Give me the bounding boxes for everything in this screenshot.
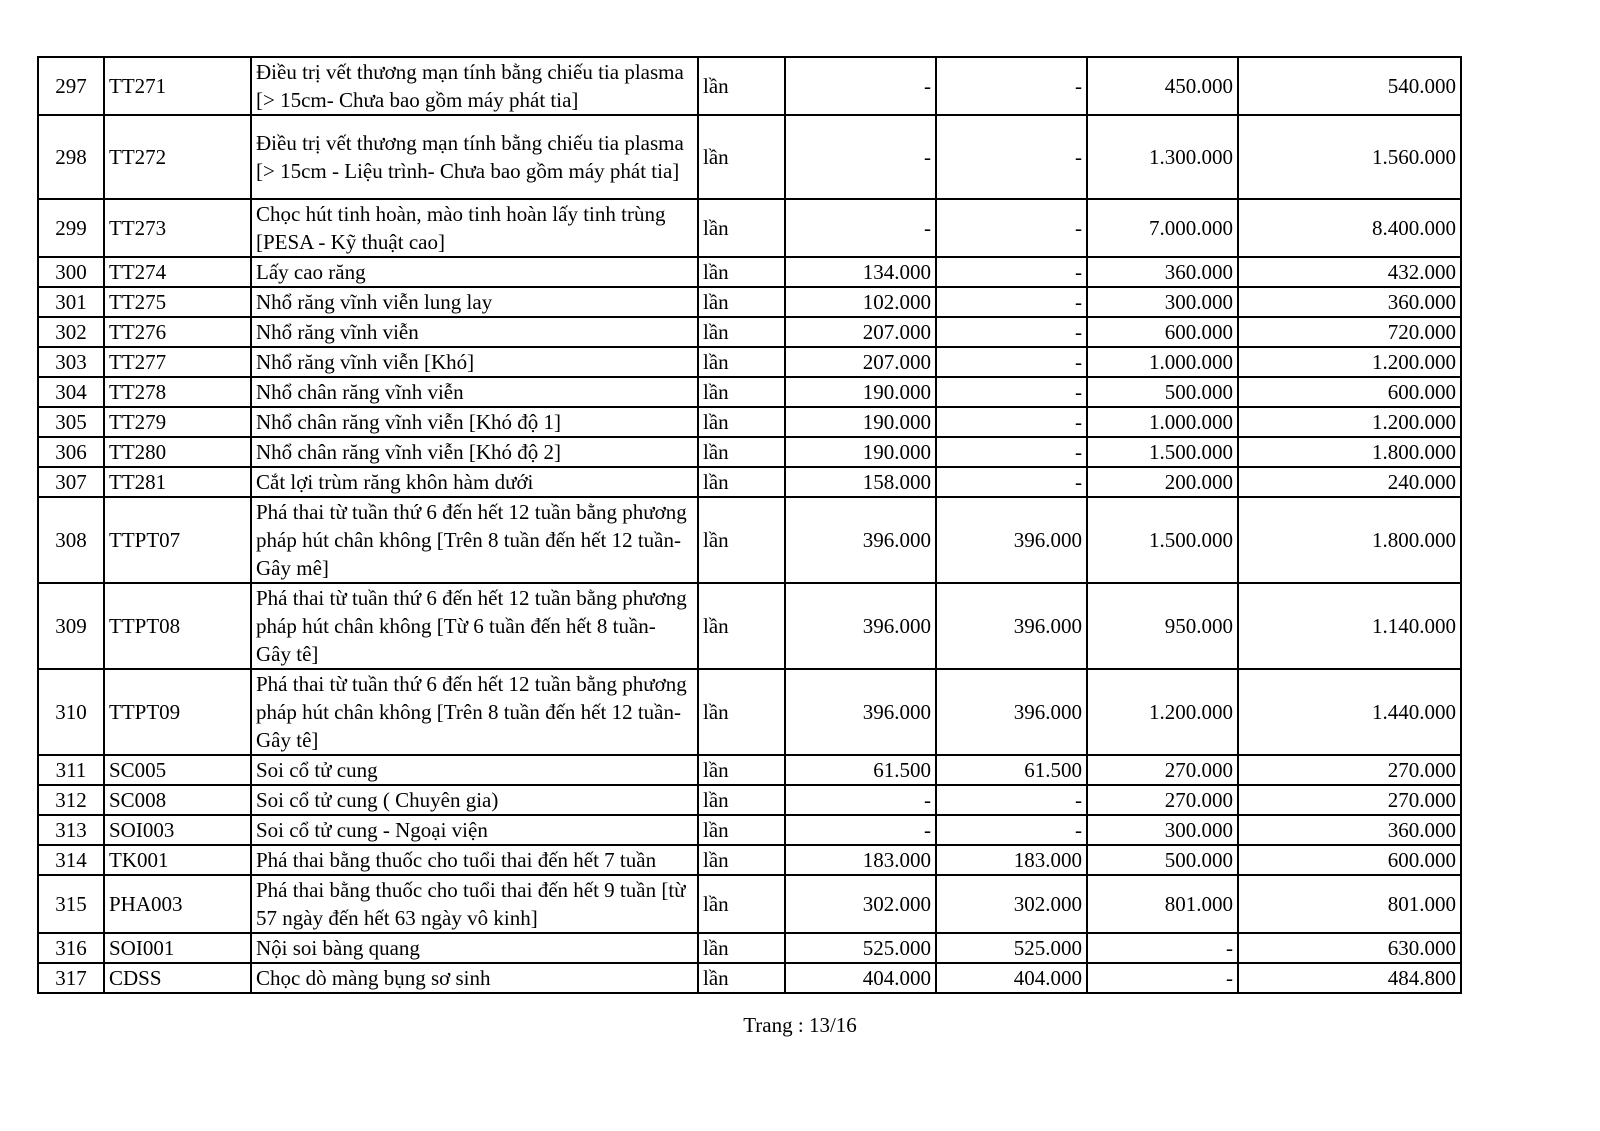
unit: lần [698, 755, 785, 785]
price-col-2: - [936, 287, 1087, 317]
service-code: PHA003 [104, 875, 251, 933]
price-col-1: 302.000 [785, 875, 936, 933]
price-col-4: 1.560.000 [1238, 115, 1461, 199]
unit: lần [698, 347, 785, 377]
price-col-3: 950.000 [1087, 583, 1238, 669]
price-col-3: 1.300.000 [1087, 115, 1238, 199]
table-row [38, 845, 1461, 875]
price-col-3: 600.000 [1087, 317, 1238, 347]
price-col-2: - [936, 467, 1087, 497]
unit: lần [698, 785, 785, 815]
price-col-4: 1.800.000 [1238, 497, 1461, 583]
service-name: Cắt lợi trùm răng khôn hàm dưới [251, 467, 698, 497]
price-col-3: 500.000 [1087, 377, 1238, 407]
table-body [38, 57, 1461, 993]
service-code: TT278 [104, 377, 251, 407]
price-col-2: - [936, 347, 1087, 377]
price-col-1: 134.000 [785, 257, 936, 287]
service-name: Phá thai từ tuần thứ 6 đến hết 12 tuần bằng phương pháp hút chân không [Từ 6 tuần đến hết 8 tuần- Gây tê] [251, 583, 698, 669]
price-col-1: 525.000 [785, 933, 936, 963]
service-code: TK001 [104, 845, 251, 875]
row-number: 305 [38, 407, 104, 437]
table-row [38, 287, 1461, 317]
table-row [38, 815, 1461, 845]
table-row [38, 755, 1461, 785]
unit: lần [698, 815, 785, 845]
price-col-2: - [936, 815, 1087, 845]
service-name: Nhổ chân răng vĩnh viễn [Khó độ 1] [251, 407, 698, 437]
price-col-4: 600.000 [1238, 377, 1461, 407]
price-col-2: 396.000 [936, 583, 1087, 669]
service-name: Lấy cao răng [251, 257, 698, 287]
service-code: TT280 [104, 437, 251, 467]
row-number: 302 [38, 317, 104, 347]
table-row [38, 199, 1461, 257]
unit: lần [698, 963, 785, 993]
price-col-3: 500.000 [1087, 845, 1238, 875]
price-col-2: - [936, 437, 1087, 467]
price-col-3: - [1087, 933, 1238, 963]
price-col-1: 190.000 [785, 407, 936, 437]
row-number: 315 [38, 875, 104, 933]
price-col-2: 183.000 [936, 845, 1087, 875]
price-col-1: - [785, 199, 936, 257]
unit: lần [698, 467, 785, 497]
unit: lần [698, 57, 785, 115]
price-col-2: 396.000 [936, 497, 1087, 583]
row-number: 299 [38, 199, 104, 257]
price-col-2: - [936, 317, 1087, 347]
price-col-1: 102.000 [785, 287, 936, 317]
price-col-4: 630.000 [1238, 933, 1461, 963]
service-code: TT277 [104, 347, 251, 377]
service-name: Chọc hút tinh hoàn, mào tinh hoàn lấy tinh trùng [PESA - Kỹ thuật cao] [251, 199, 698, 257]
price-col-1: 190.000 [785, 377, 936, 407]
row-number: 313 [38, 815, 104, 845]
service-name: Phá thai bằng thuốc cho tuổi thai đến hết 9 tuần [từ 57 ngày đến hết 63 ngày vô kinh] [251, 875, 698, 933]
price-col-4: 270.000 [1238, 755, 1461, 785]
unit: lần [698, 317, 785, 347]
table-row [38, 669, 1461, 755]
table-row [38, 437, 1461, 467]
price-col-4: 1.200.000 [1238, 407, 1461, 437]
table-row [38, 963, 1461, 993]
price-col-2: - [936, 407, 1087, 437]
service-code: TT281 [104, 467, 251, 497]
price-col-3: 360.000 [1087, 257, 1238, 287]
unit: lần [698, 669, 785, 755]
price-col-4: 1.140.000 [1238, 583, 1461, 669]
table-row [38, 317, 1461, 347]
price-col-1: 183.000 [785, 845, 936, 875]
row-number: 301 [38, 287, 104, 317]
service-name: Soi cổ tử cung - Ngoại viện [251, 815, 698, 845]
row-number: 317 [38, 963, 104, 993]
price-col-4: 1.200.000 [1238, 347, 1461, 377]
service-name: Nhổ răng vĩnh viễn [251, 317, 698, 347]
service-code: SC005 [104, 755, 251, 785]
table-row [38, 875, 1461, 933]
unit: lần [698, 875, 785, 933]
service-code: TT275 [104, 287, 251, 317]
table-row [38, 257, 1461, 287]
price-col-4: 720.000 [1238, 317, 1461, 347]
price-col-1: - [785, 815, 936, 845]
service-name: Nhổ răng vĩnh viễn [Khó] [251, 347, 698, 377]
price-col-3: 1.200.000 [1087, 669, 1238, 755]
service-name: Phá thai từ tuần thứ 6 đến hết 12 tuần bằng phương pháp hút chân không [Trên 8 tuần đến hết 12 tuần- Gây mê] [251, 497, 698, 583]
service-code: SC008 [104, 785, 251, 815]
table-row [38, 347, 1461, 377]
row-number: 309 [38, 583, 104, 669]
price-col-1: 207.000 [785, 347, 936, 377]
row-number: 307 [38, 467, 104, 497]
table-row [38, 933, 1461, 963]
unit: lần [698, 377, 785, 407]
price-col-2: 396.000 [936, 669, 1087, 755]
service-name: Điều trị vết thương mạn tính bằng chiếu tia plasma [> 15cm- Chưa bao gồm máy phát tia] [251, 57, 698, 115]
price-col-2: 525.000 [936, 933, 1087, 963]
service-name: Soi cổ tử cung ( Chuyên gia) [251, 785, 698, 815]
price-col-1: 158.000 [785, 467, 936, 497]
service-code: TT276 [104, 317, 251, 347]
row-number: 297 [38, 57, 104, 115]
price-col-1: 404.000 [785, 963, 936, 993]
service-name: Soi cổ tử cung [251, 755, 698, 785]
unit: lần [698, 437, 785, 467]
service-name: Điều trị vết thương mạn tính bằng chiếu tia plasma [> 15cm - Liệu trình- Chưa bao gồm máy phát tia] [251, 115, 698, 199]
service-code: TTPT08 [104, 583, 251, 669]
price-col-1: - [785, 57, 936, 115]
price-col-2: - [936, 785, 1087, 815]
row-number: 316 [38, 933, 104, 963]
service-name: Nhổ răng vĩnh viễn lung lay [251, 287, 698, 317]
unit: lần [698, 845, 785, 875]
service-code: TT271 [104, 57, 251, 115]
table-row [38, 785, 1461, 815]
service-code: SOI001 [104, 933, 251, 963]
service-name: Phá thai bằng thuốc cho tuổi thai đến hết 7 tuần [251, 845, 698, 875]
service-name: Phá thai từ tuần thứ 6 đến hết 12 tuần bằng phương pháp hút chân không [Trên 8 tuần đến hết 12 tuần- Gây tê] [251, 669, 698, 755]
service-code: TT274 [104, 257, 251, 287]
price-col-4: 484.800 [1238, 963, 1461, 993]
price-col-1: - [785, 115, 936, 199]
table-row [38, 115, 1461, 199]
price-col-3: 1.500.000 [1087, 497, 1238, 583]
unit: lần [698, 287, 785, 317]
price-col-3: - [1087, 963, 1238, 993]
price-col-2: - [936, 57, 1087, 115]
row-number: 300 [38, 257, 104, 287]
price-col-1: 207.000 [785, 317, 936, 347]
service-code: CDSS [104, 963, 251, 993]
service-code: TT273 [104, 199, 251, 257]
price-col-3: 7.000.000 [1087, 199, 1238, 257]
price-col-3: 270.000 [1087, 755, 1238, 785]
price-col-4: 270.000 [1238, 785, 1461, 815]
service-name: Nhổ chân răng vĩnh viễn [Khó độ 2] [251, 437, 698, 467]
price-col-3: 801.000 [1087, 875, 1238, 933]
unit: lần [698, 257, 785, 287]
price-col-3: 300.000 [1087, 815, 1238, 845]
row-number: 298 [38, 115, 104, 199]
table-row [38, 57, 1461, 115]
price-col-1: - [785, 785, 936, 815]
price-col-2: - [936, 377, 1087, 407]
unit: lần [698, 407, 785, 437]
price-col-3: 200.000 [1087, 467, 1238, 497]
price-col-2: - [936, 199, 1087, 257]
service-name: Nội soi bàng quang [251, 933, 698, 963]
service-code: TTPT09 [104, 669, 251, 755]
price-col-4: 1.440.000 [1238, 669, 1461, 755]
price-col-3: 1.000.000 [1087, 347, 1238, 377]
price-col-4: 801.000 [1238, 875, 1461, 933]
row-number: 314 [38, 845, 104, 875]
price-col-1: 190.000 [785, 437, 936, 467]
price-col-1: 396.000 [785, 583, 936, 669]
unit: lần [698, 583, 785, 669]
service-name: Chọc dò màng bụng sơ sinh [251, 963, 698, 993]
price-col-4: 240.000 [1238, 467, 1461, 497]
service-code: SOI003 [104, 815, 251, 845]
price-col-2: - [936, 115, 1087, 199]
price-col-3: 270.000 [1087, 785, 1238, 815]
price-col-1: 396.000 [785, 669, 936, 755]
price-col-3: 300.000 [1087, 287, 1238, 317]
page-number: Trang : 13/16 [743, 1013, 857, 1037]
price-col-1: 396.000 [785, 497, 936, 583]
unit: lần [698, 497, 785, 583]
unit: lần [698, 199, 785, 257]
price-col-3: 1.500.000 [1087, 437, 1238, 467]
row-number: 308 [38, 497, 104, 583]
row-number: 303 [38, 347, 104, 377]
row-number: 310 [38, 669, 104, 755]
table-row [38, 377, 1461, 407]
service-name: Nhổ chân răng vĩnh viễn [251, 377, 698, 407]
service-code: TT272 [104, 115, 251, 199]
table-row [38, 407, 1461, 437]
price-col-4: 1.800.000 [1238, 437, 1461, 467]
price-col-2: 302.000 [936, 875, 1087, 933]
price-col-4: 600.000 [1238, 845, 1461, 875]
price-col-4: 540.000 [1238, 57, 1461, 115]
service-code: TT279 [104, 407, 251, 437]
row-number: 312 [38, 785, 104, 815]
row-number: 304 [38, 377, 104, 407]
price-col-2: - [936, 257, 1087, 287]
unit: lần [698, 115, 785, 199]
table-row [38, 497, 1461, 583]
price-table [37, 56, 1462, 994]
price-col-1: 61.500 [785, 755, 936, 785]
row-number: 311 [38, 755, 104, 785]
table-row [38, 467, 1461, 497]
price-col-2: 61.500 [936, 755, 1087, 785]
service-code: TTPT07 [104, 497, 251, 583]
price-col-2: 404.000 [936, 963, 1087, 993]
price-col-3: 1.000.000 [1087, 407, 1238, 437]
price-col-4: 360.000 [1238, 815, 1461, 845]
price-col-4: 432.000 [1238, 257, 1461, 287]
price-col-4: 8.400.000 [1238, 199, 1461, 257]
price-col-3: 450.000 [1087, 57, 1238, 115]
unit: lần [698, 933, 785, 963]
price-col-4: 360.000 [1238, 287, 1461, 317]
table-row [38, 583, 1461, 669]
row-number: 306 [38, 437, 104, 467]
